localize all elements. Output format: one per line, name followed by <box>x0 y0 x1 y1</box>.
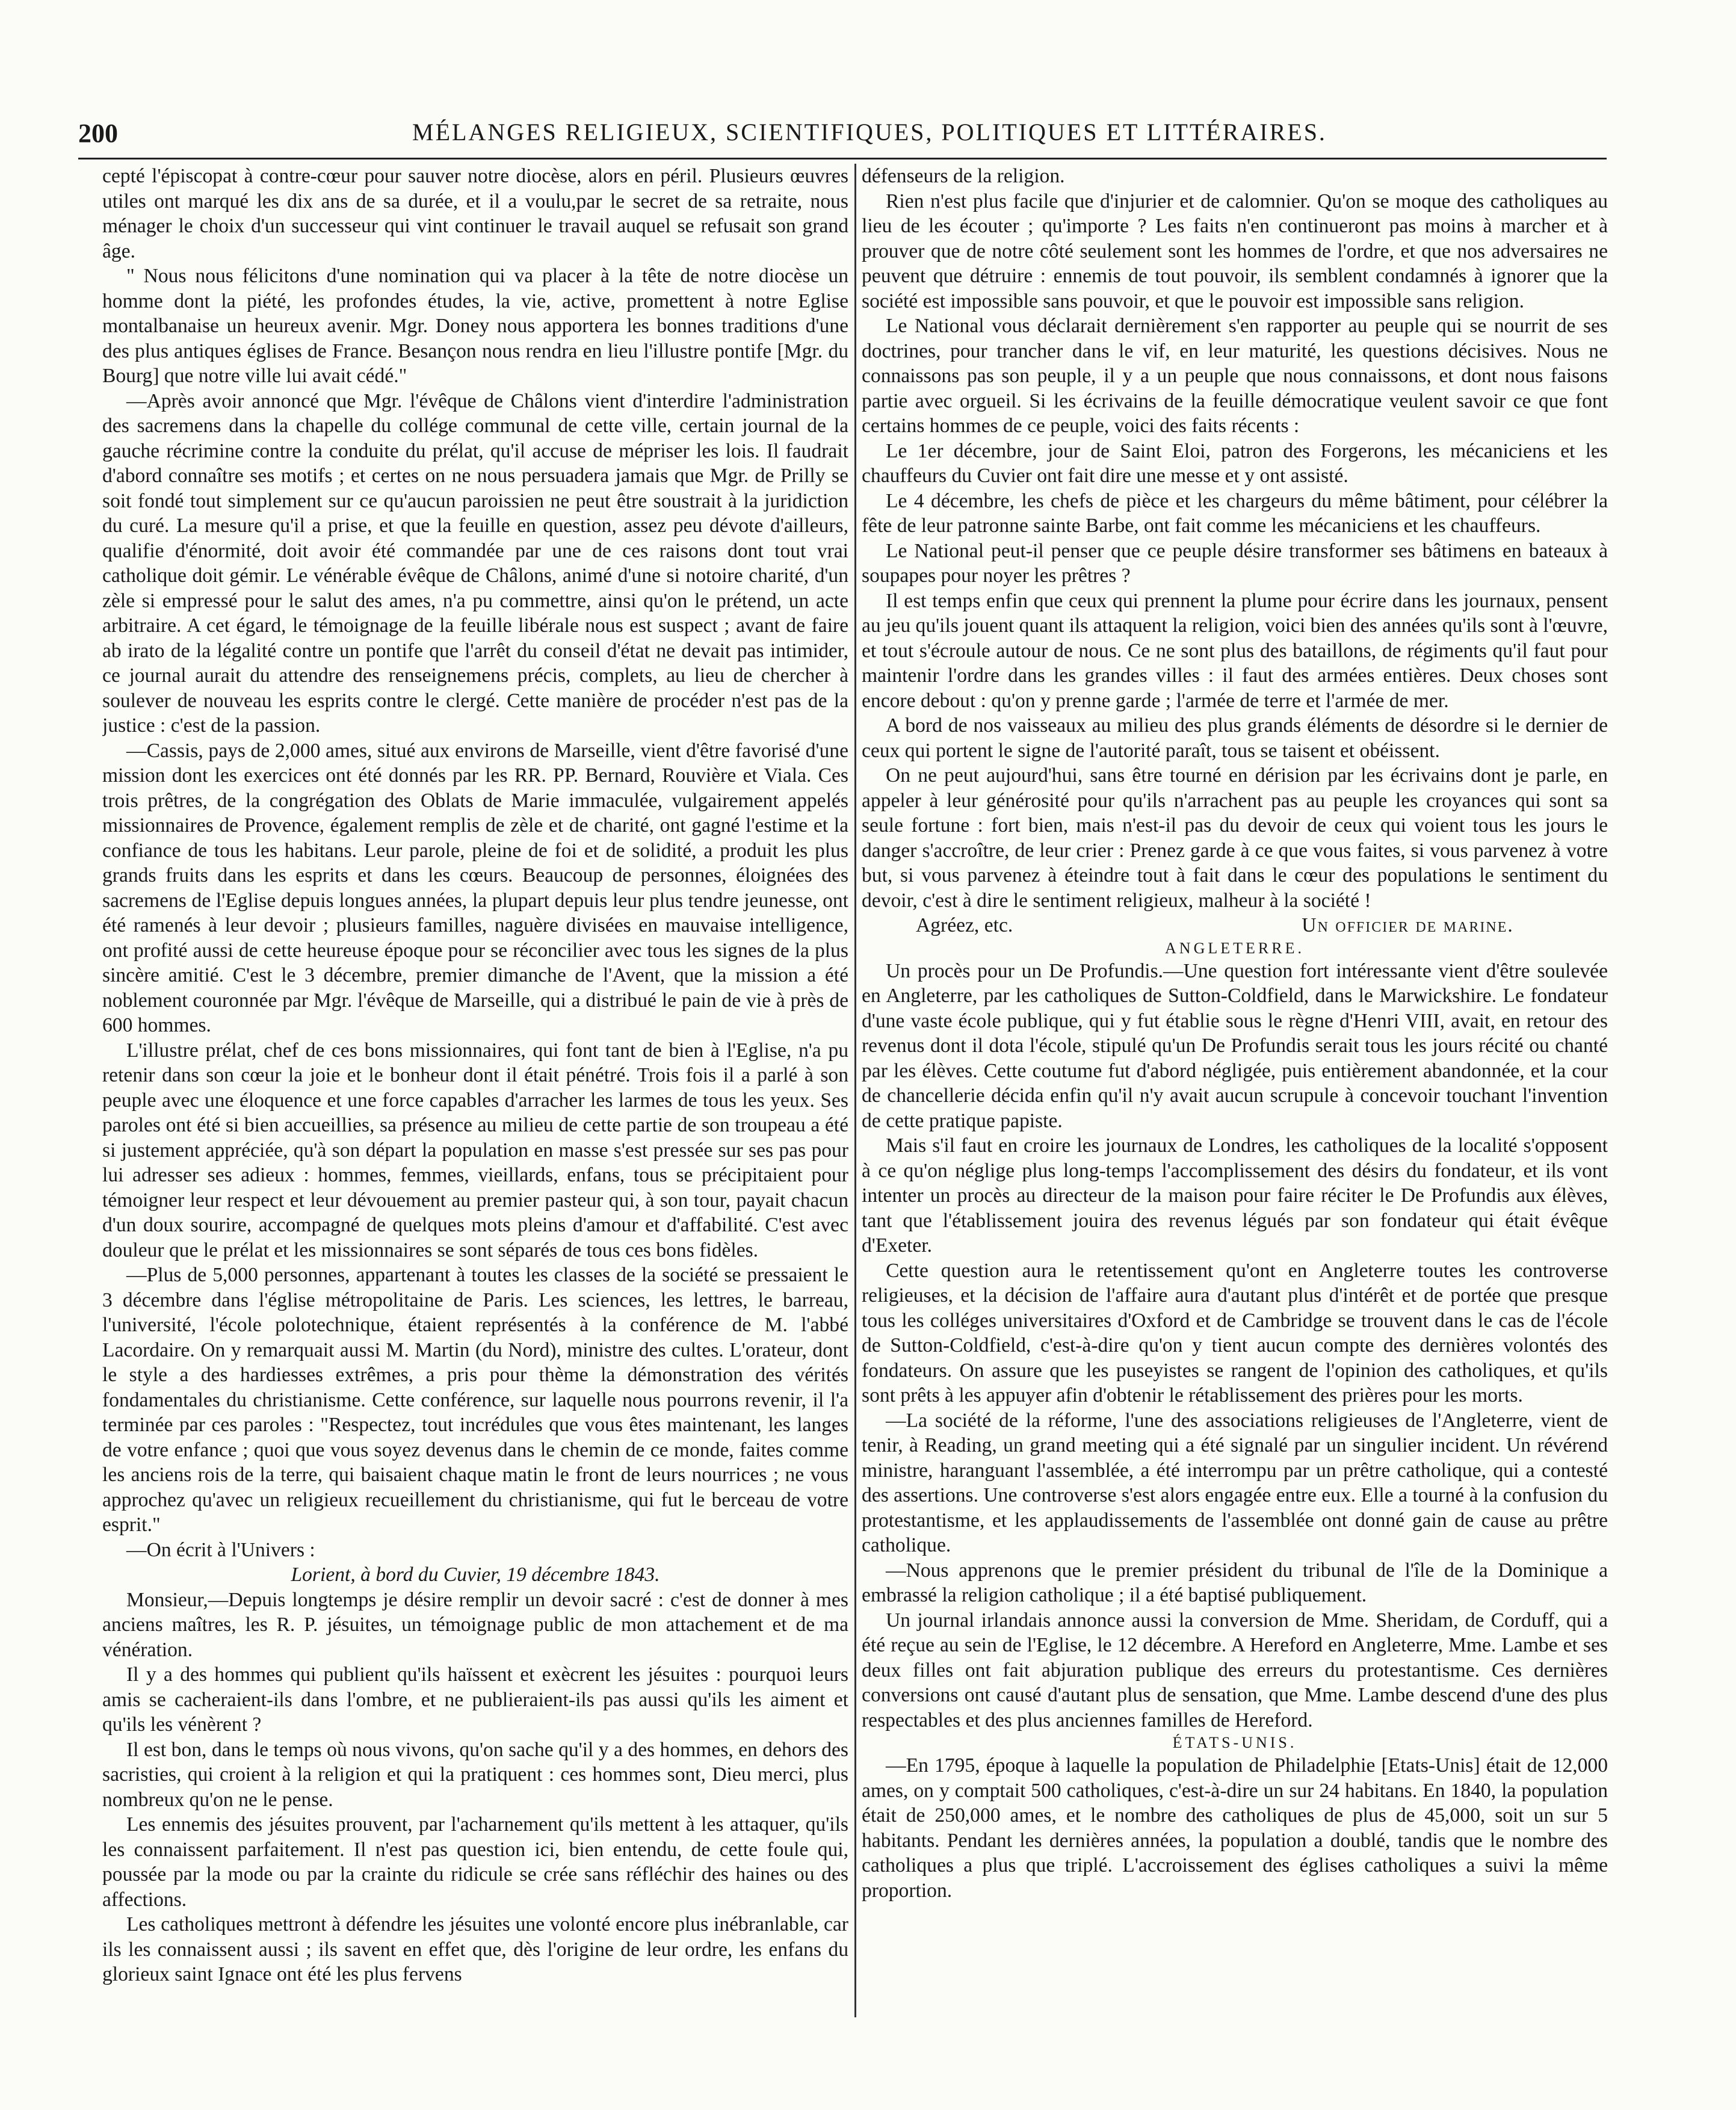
column-divider <box>854 164 856 2017</box>
paragraph: —Nous apprenons que le premier président du tribunal de l'île de la Dominique a embrassé la religion catholique ; il a été baptisé publiquement. <box>862 1559 1608 1606</box>
paragraph: A bord de nos vaisseaux au milieu des plus grands éléments de désordre si le dernier de ceux qui portent le signe de l'autorité paraît, tous se taisent et obéissent. <box>862 714 1608 762</box>
paragraph: Le 1er décembre, jour de Saint Eloi, patron des Forgerons, les mécaniciens et les chauffeurs du Cuvier ont fait dire une messe et y ont assisté. <box>862 439 1608 487</box>
left-column <box>102 164 848 2011</box>
paragraph: Il y a des hommes qui publient qu'ils haïssent et exècrent les jésuites : pourquoi leurs amis se cacheraient-ils dans l'ombre, et ne publieraient-ils pas aussi qu'ils les aiment et qu'ils les vénèrent ? <box>102 1663 848 1736</box>
paragraph: Les ennemis des jésuites prouvent, par l'acharnement qu'ils mettent à les attaquer, qu'ils les connaissent parfaitement. Il n'est pas question ici, bien entendu, de cette foule qui, poussée par la mode ou par la crainte du ridicule se crée sans réfléchir des haines ou des affections. <box>102 1813 848 1911</box>
paragraph: Un journal irlandais annonce aussi la conversion de Mme. Sheridam, de Corduff, qui a été reçue au sein de l'Eglise, le 12 décembre. A Hereford en Angleterre, Mme. Lambe et ses deux filles ont fait abjuration publique des erreurs du protestantisme. Ces dernières conversions ont causé d'autant plus de sensation, que Mme. Lambe descend d'une des plus respectables et des plus anciennes familles de Hereford. <box>862 1609 1608 1731</box>
paragraph: " Nous nous félicitons d'une nomination qui va placer à la tête de notre diocèse un homme dont la piété, les profondes études, la vie, active, promettent à notre Eglise montalbanaise un heureux avenir. Mgr. Doney nous apportera les bonnes traditions d'une des plus antiques églises de France. Besançon nous rendra en lieu l'illustre pontife [Mgr. du Bourg] que notre ville lui avait cédé." <box>102 265 848 387</box>
paragraph: On ne peut aujourd'hui, sans être tourné en dérision par les écrivains dont je parle, en appeler à leur générosité pour qu'ils n'arrachent pas au peuple les croyances qui sont sa seule fortune : fort bien, mais n'est-il pas du devoir de ceux qui voient tous les jours le danger s'accroître, de leur crier : Prenez garde à ce que vous faites, si vous parvenez à votre but, si vous parvenez à éteindre tout à fait dans le cœur des populations le sentiment du devoir, c'est à dire le sentiment religieux, malheur à la société ! <box>862 764 1608 912</box>
paragraph: Un procès pour un De Profundis.—Une question fort intéressante vient d'être soulevée en Angleterre, par les catholiques de Sutton-Coldfield, dans le Marwickshire. Le fondateur d'une vaste école publique, qui y fut établie sous le règne d'Henri VIII, avait, en retour des revenus dont il dota l'école, stipulé qu'un De Profundis serait tous les jours récité ou chanté par les élèves. Cette coutume fut d'abord négligée, puis entièrement abandonnée, et la cour de chancellerie décida enfin qu'il n'y avait aucun scrupule à concevoir touchant l'invention de cette pratique papiste. <box>862 959 1608 1132</box>
letter-signoff <box>862 913 1608 938</box>
paragraph: Le National vous déclarait dernièrement s'en rapporter au peuple qui se nourrit de ses doctrines, pour trancher dans le vif, en leur maturité, les questions décisives. Nous ne connaissons pas son peuple, il y a un peuple que nous connaissons, et dont nous faisons partie avec orgueil. Si les écrivains de la feuille démocratique veulent savoir ce que font certains hommes de ce peuple, voici des faits récents : <box>862 315 1608 437</box>
paragraph: Rien n'est plus facile que d'injurier et de calomnier. Qu'on se moque des catholiques au lieu de les écouter ; qu'importe ? Les faits n'en continueront pas moins à marcher et à prouver que de notre côté seulement sont les hommes de l'ordre, et que nos adversaires ne peuvent que détruire : ennemis de tout pouvoir, ils semblent condamnés à ignorer que la société est impossible sans pouvoir, et que le pouvoir est impossible sans religion. <box>862 190 1608 312</box>
paragraph: —En 1795, époque à laquelle la population de Philadelphie [Etats-Unis] était de 12,000 ames, on y comptait 500 catholiques, c'est-à-dire un sur 24 habitans. En 1840, la population était de 250,000 ames, et le nombre des catholiques de plus de 45,000, soit un sur 5 habitants. Pendant les dernières années, la population a doublé, tandis que le nombre des catholiques a plus que triplé. L'accroissement des églises catholiques a suivi la même proportion. <box>862 1754 1608 1902</box>
paragraph: L'illustre prélat, chef de ces bons missionnaires, qui font tant de bien à l'Eglise, n'a pu retenir dans son cœur la joie et le bonheur dont il était pénétré. Trois fois il a parlé à son peuple avec une éloquence et une force capables d'arracher les larmes de tous les yeux. Ses paroles ont été si bien accueillies, sa présence au milieu de cette partie de son troupeau a été si justement appréciée, qu'à son départ la population en masse s'est pressée sur ses pas pour lui adresser ses adieux : hommes, femmes, vieillards, enfans, tous se précipitaient pour témoigner leur respect et leur dévouement au premier pasteur qui, à son tour, payait chacun d'un doux sourire, accompagné de quelques mots pleins d'amour et d'affabilité. C'est avec douleur que le prélat et les missionnaires se sont séparés de tous ces bons fidèles. <box>102 1039 848 1261</box>
paragraph: —Cassis, pays de 2,000 ames, situé aux environs de Marseille, vient d'être favorisé d'une mission dont les exercices ont été donnés par les RR. PP. Bernard, Rouvière et Viala. Ces trois prêtres, de la congrégation des Oblats de Marie immaculée, vulgairement appelés missionnaires de Provence, également remplis de zèle et de charité, ont gagné l'estime et la confiance de tous les habitans. Leur parole, pleine de foi et de solidité, a produit les plus grands fruits dans les esprits et dans les cœurs. Beaucoup de personnes, éloignées des sacremens de l'Eglise depuis longues années, la plupart depuis leur plus tendre jeunesse, ont été ramenés à leur devoir ; plusieurs familles, naguère divisées en mauvaise intelligence, ont profité aussi de cette heureuse époque pour se réconcilier avec tous les signes de la plus sincère amitié. C'est le 3 décembre, premier dimanche de l'Avent, que la mission a été noblement couronnée par Mgr. l'évêque de Marseille, qui a distribué le pain de vie à près de 600 hommes. <box>102 739 848 1036</box>
page-number: 200 <box>78 119 118 148</box>
paragraph: Monsieur,—Depuis longtemps je désire remplir un devoir sacré : c'est de donner à mes anciens maîtres, les R. P. jésuites, un témoignage public de mon attachement et de ma vénération. <box>102 1588 848 1661</box>
paragraph: Il est bon, dans le temps où nous vivons, qu'on sache qu'il y a des hommes, en dehors des sacristies, qui croient à la religion et qui la pratiquent : ces hommes sont, Dieu merci, plus nombreux qu'on ne le pense. <box>102 1738 848 1811</box>
section-heading-angleterre: ANGLETERRE. <box>1165 939 1305 957</box>
paragraph: cepté l'épiscopat à contre-cœur pour sauver notre diocèse, alors en péril. Plusieurs œuvres utiles ont marqué les dix ans de sa durée, et il a voulu,par le secret de sa retraite, nous ménager le choix d'un successeur qui vint continuer le travail auquel se refusait son grand âge. <box>102 165 848 262</box>
paragraph: —Plus de 5,000 personnes, appartenant à toutes les classes de la société se pressaient le 3 décembre dans l'église métropolitaine de Paris. Les sciences, les lettres, le barreau, l'université, l'école polotechnique, étaient représentés à la conférence de M. l'abbé Lacordaire. On y remarquait aussi M. Martin (du Nord), ministre des cultes. L'orateur, dont le style a des hardiesses extrêmes, a pris pour thème la démonstration des vérités fondamentales du christianisme. Cette conférence, sur laquelle nous pourrons revenir, il l'a terminée par ces paroles : "Respectez, tout incrédules que vous êtes maintenant, les langes de votre enfance ; quoi que vous soyez devenus dans le chemin de ce monde, faites comme les anciens rois de la terre, qui baisaient chaque matin le front de leurs nourrices ; ne vous approchez qu'avec un religieux recueillement du christianisme, qui fut le berceau de votre esprit." <box>102 1264 848 1536</box>
signoff-lead: Agréez, etc. <box>916 914 1013 936</box>
paragraph: Le National peut-il penser que ce peuple désire transformer ses bâtimens en bateaux à soupapes pour noyer les prêtres ? <box>862 539 1608 587</box>
paragraph: défenseurs de la religion. <box>862 165 1065 187</box>
dateline: Lorient, à bord du Cuvier, 19 décembre 1843. <box>291 1564 660 1586</box>
paragraph: Le 4 décembre, les chefs de pièce et les chargeurs du même bâtiment, pour célébrer la fête de leur patronne sainte Barbe, ont fait comme les mécaniciens et les chauffeurs. <box>862 489 1608 537</box>
paragraph: Les catholiques mettront à défendre les jésuites une volonté encore plus inébranlable, car ils les connaissent aussi ; ils savent en effet que, dès l'origine de leur ordre, les enfans du glorieux saint Ignace ont été les plus fervens <box>102 1913 848 1985</box>
paragraph: —Après avoir annoncé que Mgr. l'évêque de Châlons vient d'interdire l'administration des sacremens dans la chapelle du collége communal de cette ville, certain journal de la gauche récrimine contre la conduite du prélat, qu'il accuse de mépriser les lois. Il faudrait d'abord connaître ses motifs ; et certes on ne nous persuadera jamais que Mgr. de Prilly se soit fondé tout simplement sur ce qu'aucun paroissien ne peut être soustrait à la juridiction du curé. La mesure qu'il a prise, et que la feuille en question, assez peu dévote d'ailleurs, qualifie d'énormité, doit avoir été commandée par une de ces raisons dont tout vrai catholique doit gémir. Le vénérable évêque de Châlons, animé d'une si notoire charité, d'un zèle si empressé pour le salut des ames, n'a pu commettre, ainsi qu'on le prétend, un acte arbitraire. A cet égard, le témoignage de la feuille libérale nous est suspect ; avant de faire ab irato de la légalité contre un pontife que l'arrêt du conseil d'état ne devait pas intimider, ce journal aurait du attendre des renseignemens précis, complets, au lieu de chercher à soulever de nouveau les esprits contre le clergé. Cette manière de procéder n'est pas de la justice : c'est de la passion. <box>102 389 848 737</box>
running-title: MÉLANGES RELIGIEUX, SCIENTIFIQUES, POLITIQUES ET LITTÉRAIRES. <box>412 119 1327 146</box>
paragraph: —La société de la réforme, l'une des associations religieuses de l'Angleterre, vient de tenir, à Reading, un grand meeting qui a été signalé par un singulier incident. Un révérend ministre, haranguant l'assemblée, a été interrompu par un prêtre catholique, qui a contesté des assertions. Une controverse s'est alors engagée entre eux. Elle a tourné à la confusion du protestantisme, et les applaudissements de l'assemblée ont donné gain de cause au prêtre catholique. <box>862 1409 1608 1556</box>
paragraph: Cette question aura le retentissement qu'ont en Angleterre toutes les controverse religieuses, et la décision de l'affaire aura d'autant plus d'intérêt et de portée que presque tous les colléges universitaires d'Oxford et de Cambridge se trouvent dans le cas de l'école de Sutton-Coldfield, c'est-à-dire qu'on y tient aucun compte des dernières volontés des fondateurs. On assure que les puseyistes se rangent de l'opinion des catholiques, et qu'ils sont prêts à les appuyer afin d'obtenir le rétablissement des prières pour les morts. <box>862 1259 1608 1406</box>
paragraph: —On écrit à l'Univers : <box>126 1538 315 1561</box>
paragraph: Mais s'il faut en croire les journaux de Londres, les catholiques de la localité s'opposent à ce qu'on néglige plus long-temps l'accomplissement des désirs du fondateur, et ils vont intenter un procès au directeur de la maison pour faire réciter le De Profundis aux élèves, tant que l'établissement jouira des revenus légués par son fondateur qui était évêque d'Exeter. <box>862 1134 1608 1257</box>
section-heading-etats-unis: ÉTATS-UNIS. <box>1172 1734 1297 1751</box>
right-column <box>862 164 1608 2011</box>
header-rule <box>78 158 1607 159</box>
signature: Un officier de marine. <box>1302 914 1514 936</box>
page-header <box>78 118 1607 160</box>
paragraph: Il est temps enfin que ceux qui prennent la plume pour écrire dans les journaux, pensent au jeu qu'ils jouent quant ils attaquent la religion, voici bien des années qu'ils sont à l'œuvre, et tout s'écroule autour de nous. Ce ne sont plus des bataillons, de régiments qu'il faut pour maintenir l'ordre dans les grandes villes : il faut des armées entières. Deux choses sont encore debout : qu'on y prenne garde ; l'armée de terre et l'armée de mer. <box>862 589 1608 712</box>
